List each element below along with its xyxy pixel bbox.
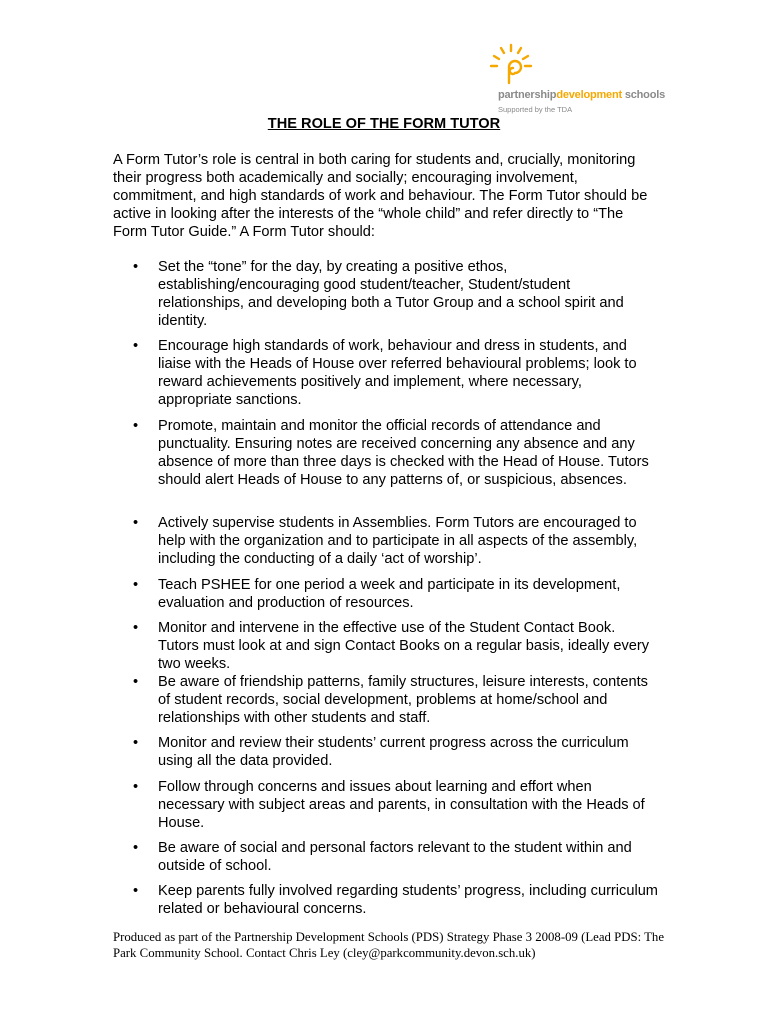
- list-item: • Be aware of social and personal factors relevant to the student within and outside of school.: [133, 840, 632, 874]
- bullet-icon: •: [133, 674, 139, 690]
- bullet-icon: •: [133, 620, 139, 636]
- logo-tagline: Supported by the TDA: [498, 105, 573, 114]
- page-title: THE ROLE OF THE FORM TUTOR: [267, 116, 501, 132]
- footer-note: Produced as part of the Partnership Development Schools (PDS) Strategy Phase 3 2008-09 (Lead PDS: The Park Community School. Contact Chris Ley (cley@parkcommunity.devon.sch.uk): [113, 930, 665, 960]
- list-item: • Be aware of friendship patterns, family structures, leisure interests, contents of student records, social development, problems at home/school and relationships with other students and staff.: [133, 674, 648, 726]
- list-item: • Monitor and review their students’ current progress across the curriculum using all the data provided.: [133, 735, 629, 769]
- list-item: • Set the “tone” for the day, by creating a positive ethos, establishing/encouraging good student/teacher, Student/student relationships, and developing both a Tutor Group and a school spirit and identity.: [133, 259, 624, 329]
- list-item: • Encourage high standards of work, behaviour and dress in students, and liaise with the Heads of House over referred behavioural problems; look to reward achievements positively and implement, where necessary, appropriate sanctions.: [133, 338, 637, 408]
- bullet-icon: •: [133, 418, 139, 434]
- bullet-icon: •: [133, 840, 139, 856]
- bullet-icon: •: [133, 883, 139, 899]
- bullet-icon: •: [133, 735, 139, 751]
- bullet-icon: •: [133, 779, 139, 795]
- list-item: • Keep parents fully involved regarding students’ progress, including curriculum related or behavioural concerns.: [133, 883, 658, 917]
- pds-logo: [487, 43, 665, 118]
- list-item: • Teach PSHEE for one period a week and participate in its development, evaluation and production of resources.: [133, 577, 621, 611]
- logo-wordmark: partnershipdevelopment schools: [498, 89, 665, 101]
- bullet-icon: •: [133, 577, 139, 593]
- bullet-icon: •: [133, 338, 139, 354]
- bullet-icon: •: [133, 259, 139, 275]
- bullet-icon: •: [133, 515, 139, 531]
- intro-paragraph: A Form Tutor’s role is central in both caring for students and, crucially, monitoring their progress both academically and socially; encouraging involvement, commitment, and high standards of work and behaviour. The Form Tutor should be active in looking after the interests of the “whole child” and refer directly to “The Form Tutor Guide.” A Form Tutor should:: [113, 152, 648, 240]
- sun-spiral-icon: [487, 43, 535, 91]
- list-item: • Actively supervise students in Assemblies. Form Tutors are encouraged to help with the organization and to participate in all aspects of the assembly, including the conducting of a daily ‘act of worship’.: [133, 515, 638, 567]
- list-item: • Monitor and intervene in the effective use of the Student Contact Book. Tutors must look at and sign Contact Books on a regular basis, ideally every two weeks.: [133, 620, 650, 672]
- list-item: • Follow through concerns and issues about learning and effort when necessary with subject areas and parents, in consultation with the Heads of House.: [133, 779, 645, 831]
- list-item: • Promote, maintain and monitor the official records of attendance and punctuality. Ensuring notes are received concerning any absence and any absence of more than three days is checked with the Head of House. Tutors should alert Heads of House to any patterns of, or suspicious, absences.: [133, 418, 649, 488]
